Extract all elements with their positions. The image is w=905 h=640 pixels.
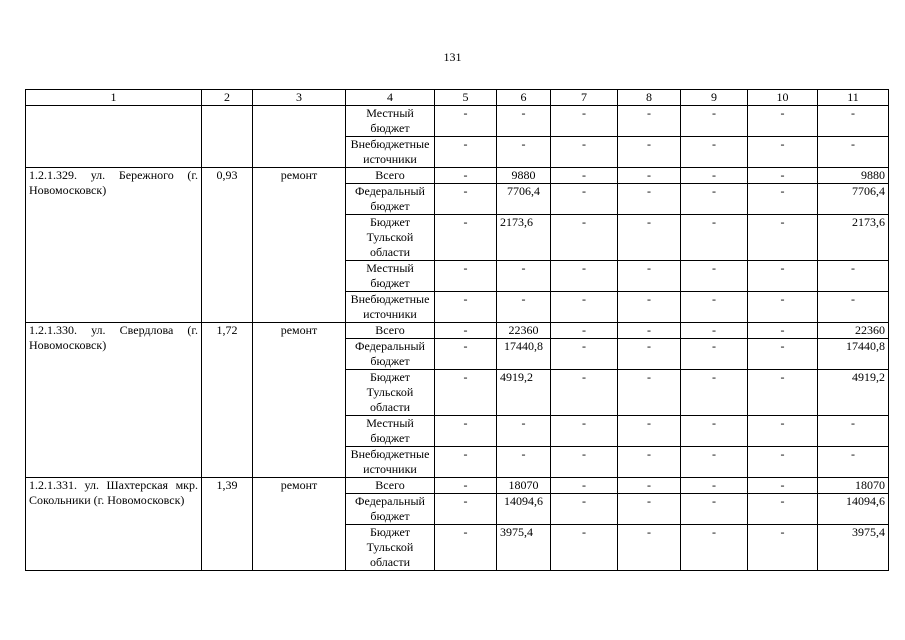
value-cell: - (748, 261, 818, 292)
value-cell: - (435, 184, 497, 215)
value-cell: 18070 (818, 478, 889, 494)
value-cell: - (681, 106, 748, 137)
col-header: 6 (497, 90, 551, 106)
value-cell: - (748, 525, 818, 571)
value-cell: - (618, 323, 681, 339)
value-cell: - (551, 370, 618, 416)
value-cell: - (818, 447, 889, 478)
value-cell: - (681, 478, 748, 494)
value-cell: - (618, 168, 681, 184)
value-cell: - (435, 168, 497, 184)
value-cell: - (551, 416, 618, 447)
value-cell: - (435, 339, 497, 370)
col-header: 3 (253, 90, 346, 106)
length-cell: 1,72 (202, 323, 253, 478)
value-cell: - (618, 447, 681, 478)
work-type-cell: ремонт (253, 478, 346, 571)
funding-source-cell: Федеральный бюджет (346, 494, 435, 525)
budget-table (25, 89, 889, 571)
col-header: 1 (26, 90, 202, 106)
value-cell: - (818, 292, 889, 323)
value-cell: - (618, 292, 681, 323)
funding-source-cell: Бюджет Тульской области (346, 215, 435, 261)
value-cell: - (551, 323, 618, 339)
value-cell: - (551, 168, 618, 184)
value-cell: 9880 (818, 168, 889, 184)
table-row (26, 106, 889, 137)
value-cell: - (681, 370, 748, 416)
table-row (26, 478, 889, 494)
value-cell: - (618, 494, 681, 525)
value-cell: - (618, 261, 681, 292)
value-cell: - (497, 447, 551, 478)
value-cell: - (818, 261, 889, 292)
value-cell: - (435, 370, 497, 416)
value-cell: - (435, 106, 497, 137)
value-cell: - (497, 416, 551, 447)
col-header: 10 (748, 90, 818, 106)
funding-source-cell: Местный бюджет (346, 261, 435, 292)
value-cell: - (818, 106, 889, 137)
col-header: 8 (618, 90, 681, 106)
value-cell: - (681, 137, 748, 168)
value-cell: - (748, 339, 818, 370)
value-cell: - (551, 447, 618, 478)
value-cell: - (748, 323, 818, 339)
page-number: 131 (443, 50, 462, 64)
funding-source-cell: Федеральный бюджет (346, 184, 435, 215)
value-cell: 18070 (497, 478, 551, 494)
value-cell: - (551, 261, 618, 292)
value-cell: 17440,8 (818, 339, 889, 370)
funding-source-cell: Всего (346, 323, 435, 339)
value-cell: - (618, 370, 681, 416)
value-cell: - (618, 184, 681, 215)
value-cell: - (748, 184, 818, 215)
value-cell: - (681, 168, 748, 184)
funding-source-cell: Бюджет Тульской области (346, 525, 435, 571)
work-type-cell: ремонт (253, 168, 346, 323)
funding-source-cell: Местный бюджет (346, 416, 435, 447)
funding-source-cell: Федеральный бюджет (346, 339, 435, 370)
value-cell: - (497, 106, 551, 137)
object-name-cell (26, 106, 202, 168)
value-cell: 2173,6 (497, 215, 551, 261)
funding-source-cell: Внебюджетные источники (346, 292, 435, 323)
value-cell: - (618, 215, 681, 261)
value-cell: 17440,8 (497, 339, 551, 370)
col-header: 7 (551, 90, 618, 106)
value-cell: - (681, 494, 748, 525)
funding-source-cell: Внебюджетные источники (346, 447, 435, 478)
work-type-cell (253, 106, 346, 168)
funding-source-cell: Внебюджетные источники (346, 137, 435, 168)
object-name-cell: 1.2.1.329. ул. Бережного (г. Новомосковск) (26, 168, 202, 323)
value-cell: - (551, 339, 618, 370)
value-cell: - (748, 137, 818, 168)
value-cell: - (618, 137, 681, 168)
value-cell: 7706,4 (497, 184, 551, 215)
funding-source-cell: Всего (346, 478, 435, 494)
value-cell: - (748, 215, 818, 261)
value-cell: - (551, 494, 618, 525)
funding-source-cell: Бюджет Тульской области (346, 370, 435, 416)
value-cell: - (435, 447, 497, 478)
value-cell: - (748, 106, 818, 137)
value-cell: - (681, 323, 748, 339)
value-cell: - (618, 416, 681, 447)
col-header: 11 (818, 90, 889, 106)
value-cell: - (818, 416, 889, 447)
object-name-cell: 1.2.1.331. ул. Шахтерская мкр. Сокольники (г. Новомосковск) (26, 478, 202, 571)
length-cell: 1,39 (202, 478, 253, 571)
value-cell: - (435, 292, 497, 323)
value-cell: - (748, 416, 818, 447)
value-cell: - (618, 525, 681, 571)
value-cell: - (748, 447, 818, 478)
object-name-cell: 1.2.1.330. ул. Свердлова (г. Новомосковск) (26, 323, 202, 478)
funding-source-cell: Местный бюджет (346, 106, 435, 137)
value-cell: - (497, 261, 551, 292)
col-header: 5 (435, 90, 497, 106)
value-cell: 4919,2 (497, 370, 551, 416)
value-cell: - (748, 478, 818, 494)
value-cell: - (497, 292, 551, 323)
value-cell: - (551, 215, 618, 261)
value-cell: 7706,4 (818, 184, 889, 215)
table-row (26, 168, 889, 184)
length-cell (202, 106, 253, 168)
value-cell: - (681, 447, 748, 478)
col-header: 2 (202, 90, 253, 106)
value-cell: - (748, 168, 818, 184)
value-cell: - (435, 525, 497, 571)
value-cell: - (551, 184, 618, 215)
value-cell: - (748, 494, 818, 525)
work-type-cell: ремонт (253, 323, 346, 478)
table-row (26, 323, 889, 339)
value-cell: 22360 (818, 323, 889, 339)
value-cell: - (551, 478, 618, 494)
value-cell: - (435, 137, 497, 168)
value-cell: - (748, 292, 818, 323)
value-cell: - (618, 478, 681, 494)
value-cell: 3975,4 (497, 525, 551, 571)
value-cell: 9880 (497, 168, 551, 184)
value-cell: - (551, 137, 618, 168)
value-cell: - (435, 323, 497, 339)
value-cell: - (618, 106, 681, 137)
value-cell: - (818, 137, 889, 168)
value-cell: - (435, 494, 497, 525)
value-cell: - (681, 339, 748, 370)
length-cell: 0,93 (202, 168, 253, 323)
value-cell: 3975,4 (818, 525, 889, 571)
value-cell: - (551, 525, 618, 571)
col-header: 9 (681, 90, 748, 106)
value-cell: - (497, 137, 551, 168)
value-cell: - (681, 215, 748, 261)
value-cell: - (681, 261, 748, 292)
value-cell: - (551, 292, 618, 323)
value-cell: 4919,2 (818, 370, 889, 416)
funding-source-cell: Всего (346, 168, 435, 184)
header-row (26, 90, 889, 106)
value-cell: - (681, 292, 748, 323)
value-cell: - (435, 478, 497, 494)
value-cell: 2173,6 (818, 215, 889, 261)
value-cell: - (435, 261, 497, 292)
value-cell: - (681, 416, 748, 447)
value-cell: - (551, 106, 618, 137)
value-cell: - (435, 215, 497, 261)
value-cell: - (681, 184, 748, 215)
value-cell: 14094,6 (497, 494, 551, 525)
value-cell: - (748, 370, 818, 416)
value-cell: 14094,6 (818, 494, 889, 525)
value-cell: - (618, 339, 681, 370)
col-header: 4 (346, 90, 435, 106)
value-cell: 22360 (497, 323, 551, 339)
value-cell: - (435, 416, 497, 447)
value-cell: - (681, 525, 748, 571)
